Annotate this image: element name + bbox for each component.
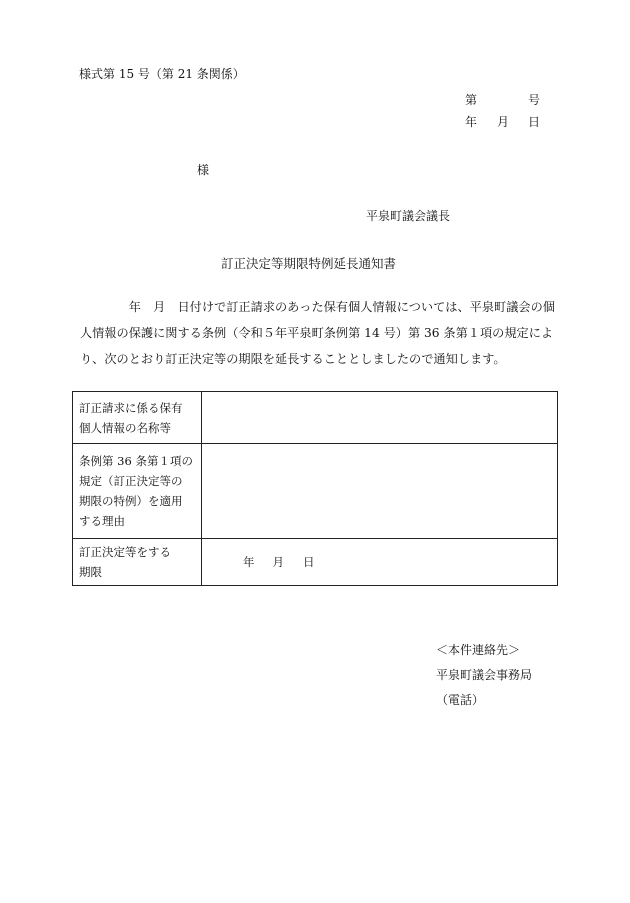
contact-phone: （電話） [436, 693, 485, 707]
doc-no-prefix: 第 [465, 93, 478, 107]
row-label [73, 444, 202, 539]
form-number: 様式第 15 号（第 21 条関係） [79, 67, 245, 81]
label-line: 期限 [79, 565, 102, 579]
paragraph-line: り、次のとおり訂正決定等の期限を延長することとしましたので通知します。 [80, 352, 506, 366]
label-line: 個人情報の名称等 [79, 420, 171, 435]
label-line: 規定（訂正決定等の [79, 474, 183, 488]
deadline-date [202, 539, 558, 586]
row-value [202, 392, 558, 444]
deadline-month: 月 [272, 555, 284, 569]
contact-heading: ＜本件連絡先＞ [436, 643, 521, 657]
body-paragraph [80, 294, 555, 372]
label-line: 訂正請求に係る保有 [79, 400, 183, 415]
contact-office: 平泉町議会事務局 [436, 668, 533, 682]
table-row [73, 539, 558, 586]
contact-block [436, 638, 532, 713]
document-title: 訂正決定等期限特例延長通知書 [221, 256, 397, 271]
label-line: 期限の特例）を適用 [79, 494, 183, 508]
label-line: 訂正決定等をする [79, 545, 171, 559]
table-row [73, 444, 558, 539]
date-day: 日 [528, 115, 541, 129]
table-row [73, 392, 558, 444]
row-value [202, 444, 558, 539]
extension-details-table [72, 391, 558, 586]
label-line: する理由 [79, 514, 125, 528]
sender-name: 平泉町議会議長 [366, 209, 451, 223]
label-line: 条例第 36 条第１項の [79, 454, 193, 468]
date-month: 月 [497, 115, 510, 129]
row-label [73, 392, 202, 444]
paragraph-line: 人情報の保護に関する条例（令和５年平泉町条例第 14 号）第 36 条第１項の規定によ [80, 326, 554, 340]
deadline-day: 日 [303, 555, 315, 569]
deadline-year: 年 [243, 555, 255, 569]
row-label [73, 539, 202, 586]
doc-no-suffix: 号 [528, 93, 541, 107]
date-year: 年 [465, 115, 478, 129]
addressee-honorific: 様 [197, 163, 210, 177]
paragraph-line: 年 月 日付けで訂正請求のあった保有個人情報については、平泉町議会の個 [80, 300, 555, 314]
